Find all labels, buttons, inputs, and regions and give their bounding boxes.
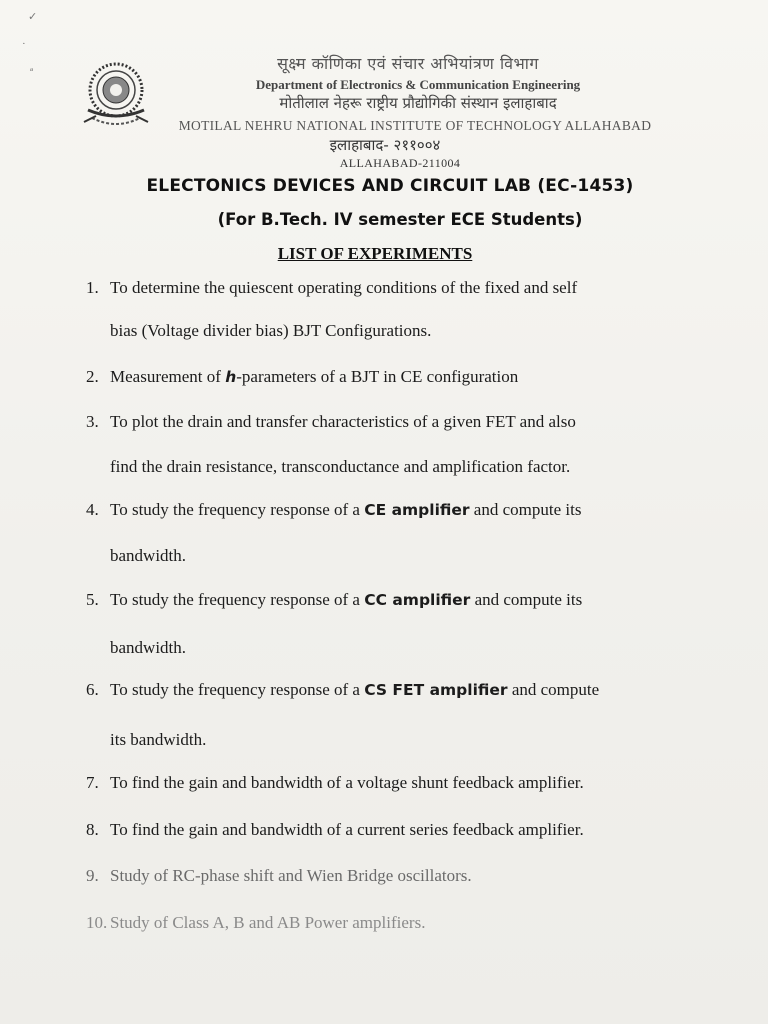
- item-number: 9.: [86, 866, 99, 885]
- list-item: [86, 590, 726, 657]
- item-number: 1.: [86, 278, 99, 297]
- item-number: 10.: [86, 913, 108, 932]
- list-item: [86, 278, 726, 340]
- list-item: [86, 367, 726, 387]
- item-text-emphasis: h: [225, 368, 237, 386]
- lab-title: ELECTONICS DEVICES AND CIRCUIT LAB (EC-1453): [146, 176, 634, 196]
- scan-mark: ·: [22, 38, 26, 50]
- scan-mark: ª: [30, 66, 34, 78]
- institute-name-hindi: मोतीलाल नेहरू राष्ट्रीय प्रौद्योगिकी संस्थान इलाहाबाद: [279, 94, 557, 112]
- list-item: [86, 412, 726, 476]
- list-item: [86, 680, 726, 749]
- item-text-bold: CC amplifier: [364, 591, 471, 609]
- item-text-post: and compute: [507, 680, 600, 699]
- item-text: Study of RC-phase shift and Wien Bridge oscillators.: [110, 866, 472, 885]
- item-text: Study of Class A, B and AB Power amplifiers.: [110, 913, 426, 932]
- list-item: [86, 500, 726, 565]
- item-text: To determine the quiescent operating conditions of the fixed and self: [110, 278, 578, 297]
- list-item: [86, 820, 726, 840]
- list-heading: LIST OF EXPERIMENTS: [277, 244, 473, 263]
- item-text-bold: CE amplifier: [364, 501, 470, 519]
- item-number: 6.: [86, 680, 99, 699]
- list-item: [86, 913, 726, 933]
- item-text-post: and compute its: [470, 590, 583, 609]
- institute-emblem-icon: [82, 58, 150, 134]
- item-text-post: and compute its: [469, 500, 582, 519]
- item-text-pre: To study the frequency response of a: [110, 680, 365, 699]
- item-text: To plot the drain and transfer characteristics of a given FET and also: [110, 412, 576, 431]
- item-number: 2.: [86, 367, 99, 386]
- item-text-continued: bandwidth.: [110, 638, 187, 657]
- lab-subtitle: (For B.Tech. IV semester ECE Students): [217, 210, 583, 229]
- item-number: 5.: [86, 590, 99, 609]
- item-text: To find the gain and bandwidth of a current series feedback amplifier.: [110, 820, 584, 839]
- list-item: [86, 866, 726, 886]
- dept-name-hindi: सूक्ष्म कॉणिका एवं संचार अभियांत्रण विभाग: [277, 54, 539, 73]
- city-hindi: इलाहाबाद- २११००४: [329, 136, 441, 154]
- item-number: 7.: [86, 773, 99, 792]
- city-english: ALLAHABAD-211004: [339, 156, 461, 170]
- list-item: [86, 773, 726, 793]
- item-text-pre: To study the frequency response of a: [110, 500, 365, 519]
- scan-mark: ✓: [28, 11, 38, 23]
- dept-name-english: Department of Electronics & Communication Engineering: [255, 77, 581, 92]
- item-text-continued: find the drain resistance, transconductance and amplification factor.: [110, 457, 571, 476]
- item-number: 4.: [86, 500, 99, 519]
- item-text-pre: To study the frequency response of a: [110, 590, 365, 609]
- item-text-continued: bandwidth.: [110, 546, 187, 565]
- item-text-pre: Measurement of: [110, 367, 226, 386]
- item-number: 3.: [86, 412, 99, 431]
- item-text-continued: bias (Voltage divider bias) BJT Configurations.: [110, 321, 432, 340]
- item-text-bold: CS FET amplifier: [364, 681, 508, 699]
- item-text-continued: its bandwidth.: [110, 730, 207, 749]
- item-number: 8.: [86, 820, 99, 839]
- institute-name-english: MOTILAL NEHRU NATIONAL INSTITUTE OF TECHNOLOGY ALLAHABAD: [178, 118, 652, 133]
- item-text: To find the gain and bandwidth of a voltage shunt feedback amplifier.: [110, 773, 584, 792]
- item-text-post: -parameters of a BJT in CE configuration: [236, 367, 519, 386]
